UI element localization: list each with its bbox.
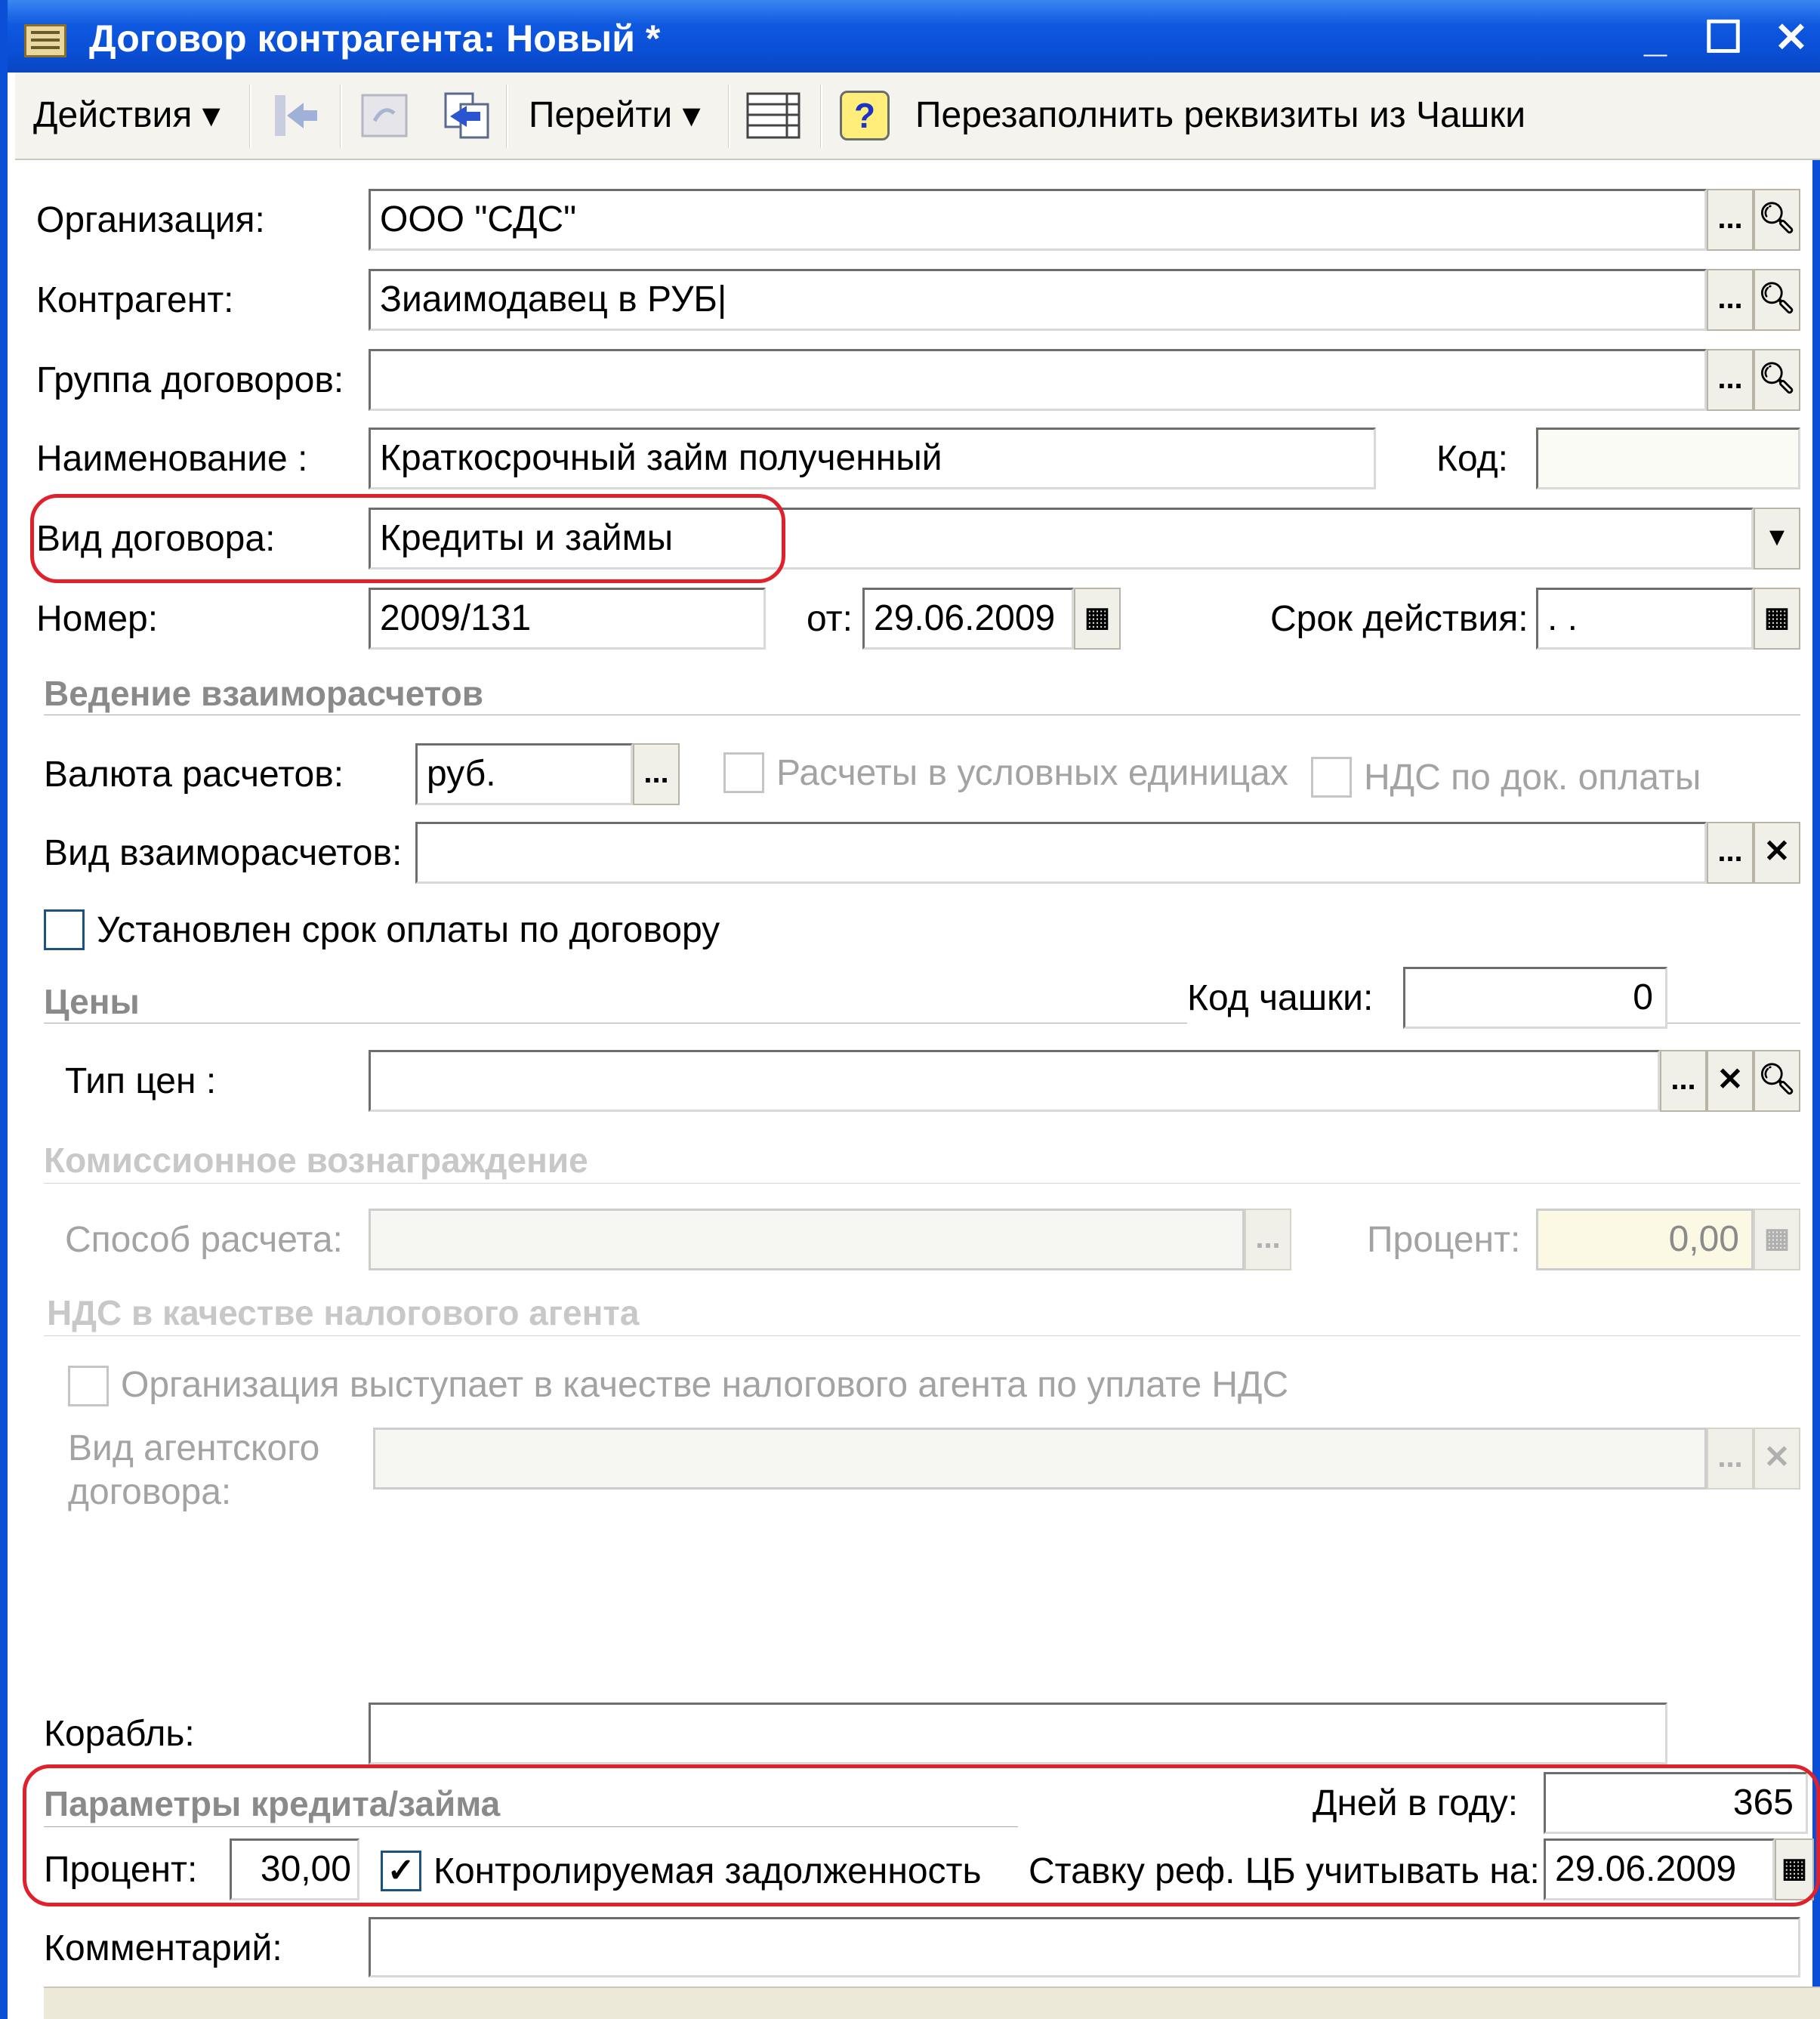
name-label: Наименование : (36, 439, 308, 479)
contract-group-select-button[interactable]: ... (1707, 349, 1754, 411)
calendar-icon[interactable]: ▦ (1775, 1838, 1814, 1900)
contract-group-search-icon[interactable]: 🔍︎ (1754, 349, 1800, 411)
agent-contract-select-button[interactable]: ... (1707, 1428, 1754, 1490)
calc-method-select-button[interactable]: ... (1245, 1209, 1291, 1270)
price-type-field[interactable] (369, 1050, 1660, 1112)
currency-select-button[interactable]: ... (633, 743, 680, 805)
toolbar-separator (506, 85, 508, 148)
ship-label: Корабль: (44, 1714, 195, 1754)
calc-method-field[interactable] (369, 1209, 1245, 1270)
commission-section-header: Комиссионное вознаграждение (44, 1141, 588, 1180)
credit-percent-field[interactable]: 30,00 (230, 1838, 359, 1900)
cb-rate-date-field[interactable]: 29.06.2009 (1544, 1838, 1775, 1900)
help-icon[interactable]: ? (840, 91, 890, 140)
tax-agent-checkbox[interactable] (68, 1366, 109, 1406)
contract-group-field[interactable] (369, 349, 1707, 411)
conventional-units-checkbox[interactable] (723, 752, 764, 793)
clear-icon[interactable]: ✕ (1754, 1428, 1800, 1490)
vat-by-payment-checkbox[interactable] (1311, 757, 1352, 798)
vat-by-payment-label: НДС по док. оплаты (1364, 758, 1701, 798)
back-arrow-icon[interactable] (270, 91, 320, 140)
clear-icon[interactable]: ✕ (1754, 822, 1800, 884)
calendar-icon[interactable]: ▦ (1754, 588, 1800, 650)
settlement-type-label: Вид взаиморасчетов: (44, 833, 403, 873)
window-title: Договор контрагента: Новый * (89, 17, 661, 60)
days-in-year-label: Дней в году: (1313, 1783, 1519, 1823)
goto-menu[interactable]: Перейти ▾ (529, 95, 701, 135)
name-field[interactable]: Краткосрочный займ полученный (369, 428, 1376, 489)
title-bar (8, 0, 1820, 73)
section-divider (44, 1023, 1187, 1025)
organization-select-button[interactable]: ... (1707, 189, 1754, 251)
credit-percent-label: Процент: (44, 1850, 198, 1890)
commission-percent-label: Процент: (1367, 1220, 1521, 1260)
document-icon (24, 24, 66, 57)
agent-contract-field[interactable] (373, 1428, 1707, 1490)
settlement-type-field[interactable] (415, 822, 1707, 884)
vat-agent-section-header: НДС в качестве налогового агента (47, 1293, 640, 1332)
actions-menu[interactable]: Действия ▾ (33, 95, 221, 135)
refill-button[interactable]: Перезаполнить реквизиты из Чашки (915, 95, 1526, 135)
list-view-icon[interactable] (745, 91, 802, 140)
price-type-search-icon[interactable]: 🔍︎ (1754, 1050, 1800, 1112)
close-button[interactable]: ✕ (1774, 15, 1809, 60)
counterparty-select-button[interactable]: ... (1707, 269, 1754, 331)
toolbar-separator (249, 85, 251, 148)
number-label: Номер: (36, 599, 159, 639)
agent-contract-label: Вид агентского (68, 1428, 320, 1468)
date-label: от: (807, 599, 853, 639)
counterparty-field[interactable]: Зиаимодавец в РУБ| (369, 269, 1707, 331)
controlled-debt-label: Контролируемая задолженность (433, 1851, 982, 1891)
payment-term-label: Установлен срок оплаты по договору (97, 910, 720, 950)
counterparty-search-icon[interactable]: 🔍︎ (1754, 269, 1800, 331)
toolbar (15, 73, 1820, 160)
validity-field[interactable]: . . (1536, 588, 1754, 650)
conventional-units-label: Расчеты в условных единицах (776, 753, 1288, 793)
toolbar-separator (820, 85, 822, 148)
currency-label: Валюта расчетов: (44, 755, 344, 795)
number-field[interactable]: 2009/131 (369, 588, 766, 650)
toolbar-separator (728, 85, 730, 148)
calc-method-label: Способ расчета: (65, 1220, 343, 1260)
code-label: Код: (1436, 439, 1508, 479)
ship-field[interactable] (369, 1703, 1667, 1764)
cup-code-label: Код чашки: (1187, 978, 1374, 1018)
refresh-icon[interactable] (359, 91, 409, 140)
credit-section-header: Параметры кредита/займа (44, 1784, 501, 1823)
organization-field[interactable]: ООО "СДС" (369, 189, 1707, 251)
counterparty-label: Контрагент: (36, 280, 234, 320)
calendar-icon[interactable]: ▦ (1074, 588, 1121, 650)
tax-agent-label: Организация выступает в качестве налогового агента по уплате НДС (121, 1365, 1289, 1405)
settlements-section-header: Ведение взаиморасчетов (44, 674, 483, 713)
maximize-button[interactable]: ☐ (1704, 13, 1743, 62)
validity-label: Срок действия: (1270, 599, 1528, 639)
price-type-label: Тип цен : (65, 1061, 217, 1101)
section-divider (44, 1183, 1800, 1185)
copy-swap-icon[interactable] (443, 91, 492, 140)
days-in-year-field[interactable]: 365 (1544, 1772, 1808, 1834)
section-divider (1667, 1023, 1800, 1025)
payment-term-checkbox[interactable] (44, 909, 85, 950)
chevron-down-icon[interactable]: ▼ (1754, 508, 1800, 570)
calculator-icon[interactable]: ▦ (1754, 1209, 1800, 1270)
agent-contract-label-line2: договора: (68, 1472, 232, 1512)
prices-section-header: Цены (44, 982, 140, 1021)
section-divider (44, 1335, 1800, 1338)
date-field[interactable]: 29.06.2009 (862, 588, 1074, 650)
highlight-contract-type (30, 494, 785, 583)
bottom-button-bar (44, 1987, 1820, 2019)
price-type-select-button[interactable]: ... (1660, 1050, 1707, 1112)
comment-field[interactable] (369, 1917, 1800, 1977)
controlled-debt-checkbox[interactable]: ✓ (381, 1851, 421, 1891)
organization-search-icon[interactable]: 🔍︎ (1754, 189, 1800, 251)
currency-field[interactable]: руб. (415, 743, 633, 805)
cb-rate-label: Ставку реф. ЦБ учитывать на: (1029, 1851, 1540, 1891)
organization-label: Организация: (36, 200, 265, 240)
toolbar-separator (340, 85, 342, 148)
commission-percent-field[interactable]: 0,00 (1536, 1209, 1754, 1270)
settlement-type-select-button[interactable]: ... (1707, 822, 1754, 884)
cup-code-field[interactable]: 0 (1403, 967, 1667, 1029)
section-divider (44, 715, 1800, 717)
highlight-credit-params (23, 1764, 1820, 1906)
code-field[interactable] (1536, 428, 1800, 489)
contract-type-label: Вид договора: (36, 519, 276, 559)
contract-type-select[interactable]: Кредиты и займы (369, 508, 1754, 570)
contract-group-label: Группа договоров: (36, 360, 344, 400)
clear-icon[interactable]: ✕ (1707, 1050, 1754, 1112)
minimize-button[interactable]: _ (1643, 15, 1667, 60)
comment-label: Комментарий: (44, 1928, 282, 1968)
